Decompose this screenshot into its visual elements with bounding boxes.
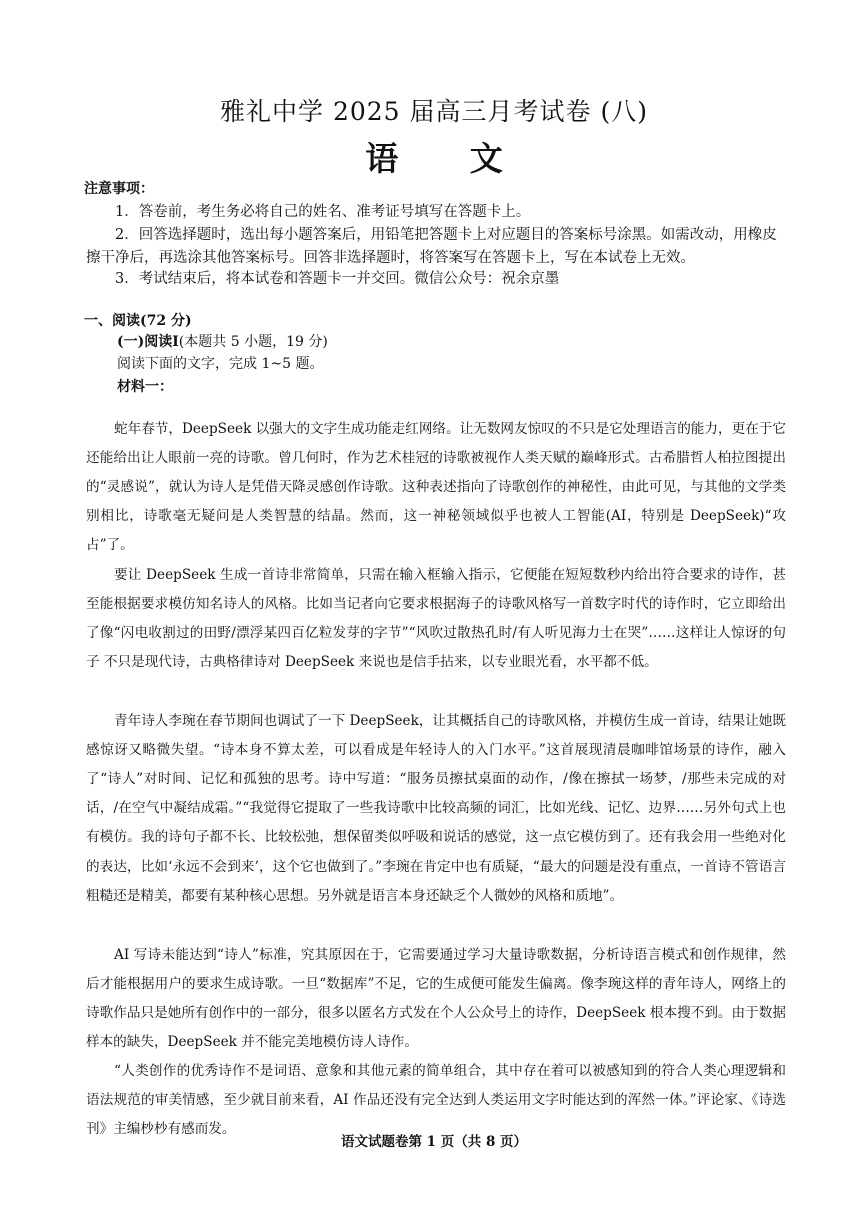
paragraph: 要让 DeepSeek 生成一首诗非常简单，只需在输入框输入指示，它便能在短短数秒内给出符合要求的诗作，甚至能根据要求模仿知名诗人的风格。比如当记者向它要求根据海子的诗歌风格写一首数字时代的诗作时，它立即给出了像“闪电收割过的田野/漂浮某四百亿粒发芽的字节”“风吹过散热孔时/有人听见海力士在哭”……这样让人惊讶的句子 不只是现代诗，古典格律诗对 DeepSeek 来说也是信手拈来，以专业眼光看，水平都不低。 [86, 566, 786, 671]
sub-section-detail: (本题共 5 小题，19 分) [178, 334, 328, 350]
paragraph: 蛇年春节，DeepSeek 以强大的文字生成功能走红网络。让无数网友惊叹的不只是它处理语言的能力，更在于它还能给出让人眼前一亮的诗歌。曾几何时，作为艺术桂冠的诗歌被视作人类天赋的巅峰形式。古希腊哲人柏拉图提出的“灵感说”，就认为诗人是凭借天降灵感创作诗歌。这种表述指向了诗歌创作的神秘性，由此可见，与其他的文学类别相比，诗歌毫无疑问是人类智慧的结晶。然而，这一神秘领域似乎也被人工智能(AI，特别是 DeepSeek)“攻占”了。 [86, 420, 786, 554]
notice-item-3: 3．考试结束后，将本试卷和答题卡一并交回。微信公众号：祝余京墨 [115, 271, 560, 287]
notice-item-1: 1．答卷前，考生务必将自己的姓名、准考证号填写在答题卡上。 [115, 204, 531, 220]
reading-instruction: 阅读下面的文字，完成 1~5 题。 [117, 356, 324, 372]
paragraph: 青年诗人李琬在春节期间也调试了一下 DeepSeek，让其概括自己的诗歌风格，并模仿生成一首诗，结果让她既感惊讶又略微失望。“诗本身不算太差，可以看成是年轻诗人的入门水平。”这首展现清晨咖啡馆场景的诗作，融入了“诗人”对时间、记忆和孤独的思考。诗中写道：“服务员擦拭桌面的动作，/像在擦拭一场梦，/那些未完成的对话，/在空气中凝结成霜。”“我觉得它提取了一些我诗歌中比较高频的词汇，比如光线、记忆、边界……另外句式上也有模仿。我的诗句子都不长、比较松弛，想保留类似呼吸和说话的感觉，这一点它模仿到了。还有我会用一些绝对化的表达，比如‘永远不会到来’，这个它也做到了。”李琬在肯定中也有质疑，“最大的问题是没有重点，一首诗不管语言粗糙还是精美，都要有某种核心思想。另外就是语言本身还缺乏个人微妙的风格和质地”。 [86, 712, 786, 904]
sub-section-label: (一)阅读Ⅰ [117, 334, 179, 350]
page-footer: 语文试题卷第 1 页（共 8 页） [340, 1134, 528, 1150]
paragraph: AI 写诗未能达到“诗人”标准，究其原因在于，它需要通过学习大量诗歌数据，分析诗语言模式和创作规律，然后才能根据用户的要求生成诗歌。一旦“数据库”不足，它的生成便可能发生偏离。像李琬这样的青年诗人，网络上的诗歌作品只是她所有创作中的一部分，很多以匿名方式发在个人公众号上的诗作，DeepSeek 根本搜不到。由于数据样本的缺失，DeepSeek 并不能完美地模仿诗人诗作。 [86, 946, 786, 1051]
exam-title: 雅礼中学 2025 届高三月考试卷 (八) [220, 97, 648, 126]
material-label: 材料一： [117, 379, 173, 395]
paragraph: “人类创作的优秀诗作不是词语、意象和其他元素的简单组合，其中存在着可以被感知到的符合人类心理逻辑和语法规范的审美情感，至少就目前来看，AI 作品还没有完全达到人类运用文字时能达到的浑然一体。”评论家、《诗选刊》主编杪杪有感而发。 [86, 1062, 786, 1137]
notice-item-2: 2．回答选择题时，选出每小题答案后，用铅笔把答题卡上对应题目的答案标号涂黑。如需改动，用橡皮擦干净后，再选涂其他答案标号。回答非选择题时，将答案写在答题卡上，写在本试卷上无效。 [86, 227, 777, 266]
section-heading: 一、阅读(72 分) [84, 313, 192, 329]
notice-heading: 注意事项： [84, 181, 154, 197]
subject-title: 语 文 [365, 139, 533, 178]
sub-section-heading [117, 331, 328, 351]
